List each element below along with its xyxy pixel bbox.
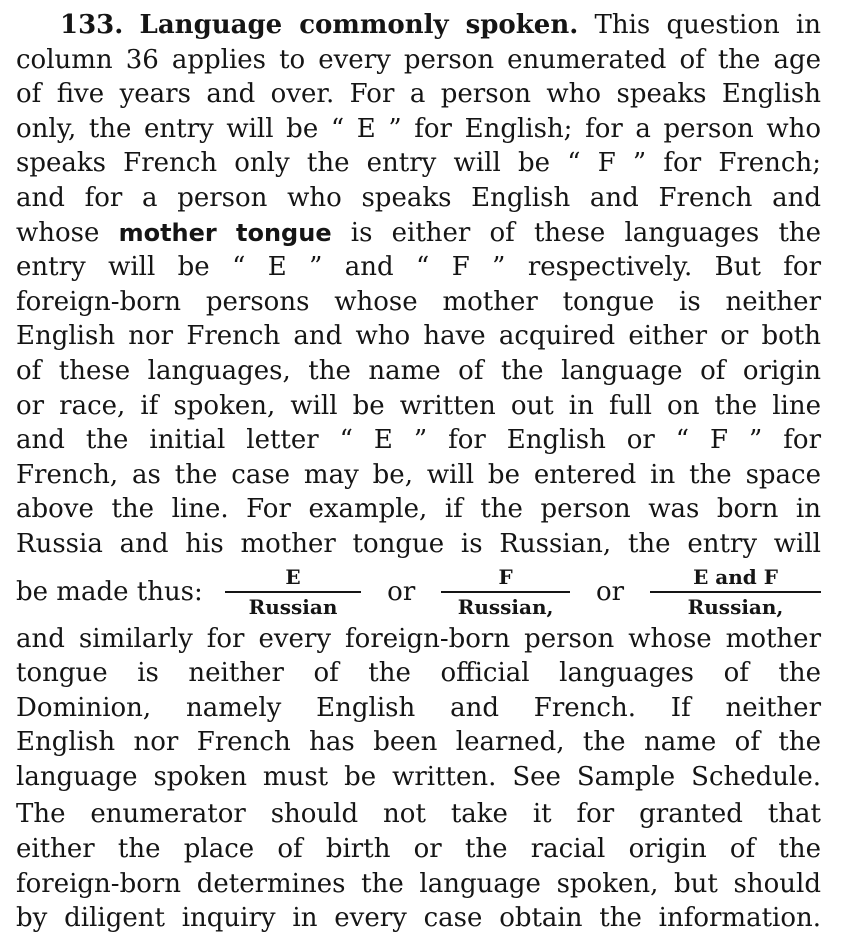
fraction-denominator: Russian, [441,591,570,619]
fraction-numerator: E and F [693,564,778,589]
section-title: Language commonly spoken. [139,10,579,40]
document-page [16,8,821,936]
text-line: Dominion, namely English and French. If neither [16,692,821,723]
text-line [16,216,821,251]
text-line: language spoken must be written. See Sample Schedule. [16,761,821,792]
fraction-examples [16,560,821,624]
fraction-numerator: F [498,564,513,589]
text-line: or race, if spoken, will be written out in full on the line [16,390,821,421]
text-line: above the line. For example, if the person was born in [16,494,821,525]
text-line: either the place of birth or the racial origin of the [16,834,821,865]
text-run: whose [16,217,100,248]
text-line: foreign-born persons whose mother tongue is neither [16,286,821,317]
emphasis-mother-tongue: mother tongue [118,218,332,247]
fraction-denominator: Russian, [650,591,821,619]
text-line: only, the entry will be “ E ” for English; for a person who [16,113,821,144]
text-line: The enumerator should not take it for granted that [16,799,821,830]
text-line: English nor French has been learned, the name of the [16,727,821,758]
text-line: column 36 applies to every person enumerated of the age [16,44,821,75]
fraction-example [441,565,570,619]
text-line: Russia and his mother tongue is Russian, the entry will [16,528,821,559]
text-line: tongue is neither of the official languages of the [16,658,821,689]
text-line: and the initial letter “ E ” for English or “ F ” for [16,425,821,456]
or-connector: or [387,576,416,607]
fraction-lead-text: be made thus: [16,576,203,607]
fraction-example [225,565,361,619]
text-line: French, as the case may be, will be entered in the space [16,459,821,490]
text-line: of five years and over. For a person who speaks English [16,79,821,110]
fraction-example [650,565,821,619]
text-line: of these languages, the name of the language of origin [16,355,821,386]
text-line: by diligent inquiry in every case obtain the information. [16,903,821,934]
section-number: 133. [60,10,124,40]
text-line: entry will be “ E ” and “ F ” respectively. But for [16,252,821,283]
text-run: This question in [594,10,821,40]
text-run: is either of these languages the [350,217,822,248]
text-line: English nor French and who have acquired either or both [16,321,821,352]
text-line: and similarly for every foreign-born person whose mother [16,623,821,654]
text-line: and for a person who speaks English and French and [16,182,821,213]
text-line [16,8,821,43]
fraction-numerator: E [285,564,301,589]
text-line: foreign-born determines the language spoken, but should [16,868,821,899]
text-line: speaks French only the entry will be “ F ” for French; [16,148,821,179]
fraction-denominator: Russian [225,591,361,619]
or-connector: or [595,576,625,607]
